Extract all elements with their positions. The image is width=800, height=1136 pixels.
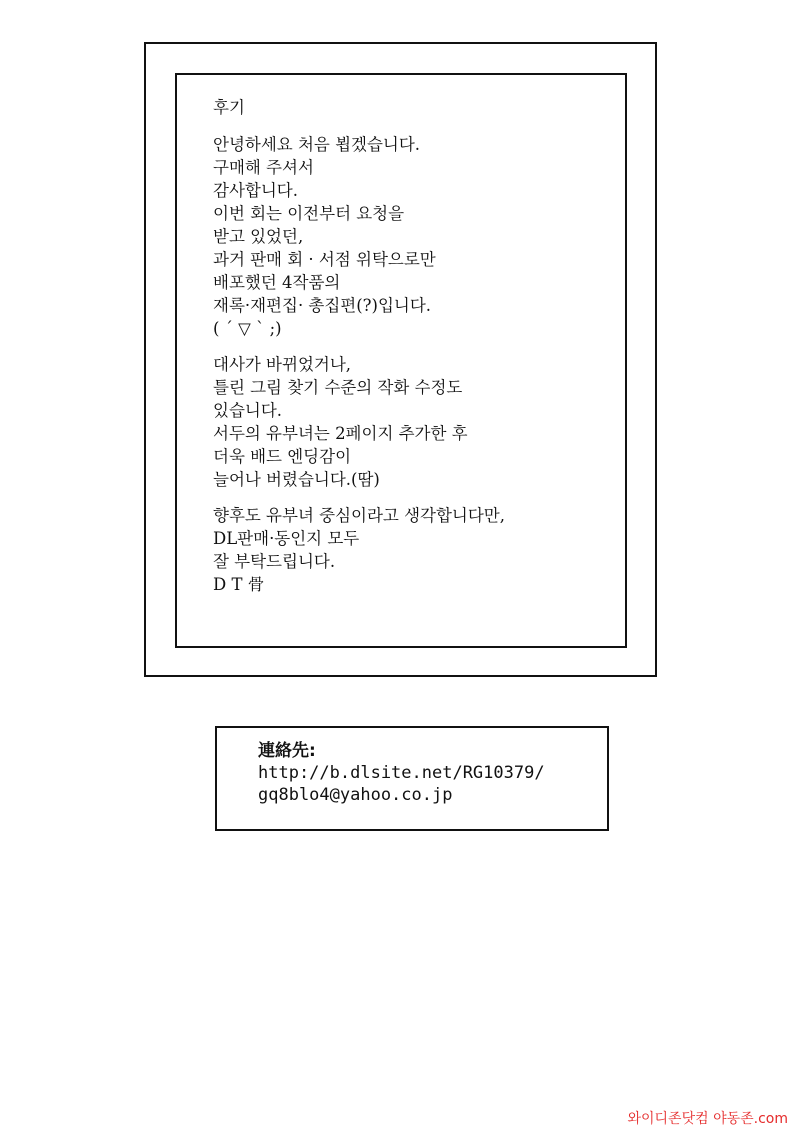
afterword-line: 받고 있었던, bbox=[213, 227, 304, 246]
afterword-line: 배포했던 4작품의 bbox=[213, 273, 341, 292]
afterword-line: 더욱 배드 엔딩감이 bbox=[213, 447, 352, 466]
paragraph-gap bbox=[213, 491, 613, 504]
contact-info bbox=[258, 740, 545, 806]
contact-url: http://b.dlsite.net/RG10379/ bbox=[258, 763, 545, 783]
afterword-line: 감사합니다. bbox=[213, 181, 298, 200]
afterword-line: DL판매·동인지 모두 bbox=[213, 529, 360, 548]
afterword-line: 서두의 유부녀는 2페이지 추가한 후 bbox=[213, 424, 468, 443]
afterword-line: 대사가 바뀌었거나, bbox=[213, 355, 352, 374]
afterword-line: 재록·재편집· 총집편(?)입니다. bbox=[213, 296, 432, 315]
emoticon-line: ( ´ ▽ ` ;) bbox=[213, 319, 282, 338]
author-signature: D T 骨 bbox=[213, 575, 265, 594]
afterword-line: 과거 판매 회 · 서점 위탁으로만 bbox=[213, 250, 436, 269]
afterword-title: 후기 bbox=[213, 98, 245, 117]
contact-email: gq8blo4@yahoo.co.jp bbox=[258, 785, 453, 805]
afterword-line: 향후도 유부녀 중심이라고 생각합니다만, bbox=[213, 506, 505, 525]
afterword-line: 구매해 주셔서 bbox=[213, 158, 314, 177]
afterword-line: 있습니다. bbox=[213, 401, 283, 420]
afterword-line: 이번 회는 이전부터 요청을 bbox=[213, 204, 405, 223]
afterword-line: 잘 부탁드립니다. bbox=[213, 552, 336, 571]
afterword-line: 틀린 그림 찾기 수준의 작화 수정도 bbox=[213, 378, 463, 397]
paragraph-gap bbox=[213, 340, 613, 353]
afterword-text bbox=[213, 96, 613, 596]
contact-label: 連絡先: bbox=[258, 741, 316, 761]
afterword-line: 안녕하세요 처음 뵙겠습니다. bbox=[213, 135, 421, 154]
afterword-line: 늘어나 버렸습니다.(땀) bbox=[213, 470, 380, 489]
watermark: 와이디존닷컴 야동존.com bbox=[627, 1111, 788, 1127]
